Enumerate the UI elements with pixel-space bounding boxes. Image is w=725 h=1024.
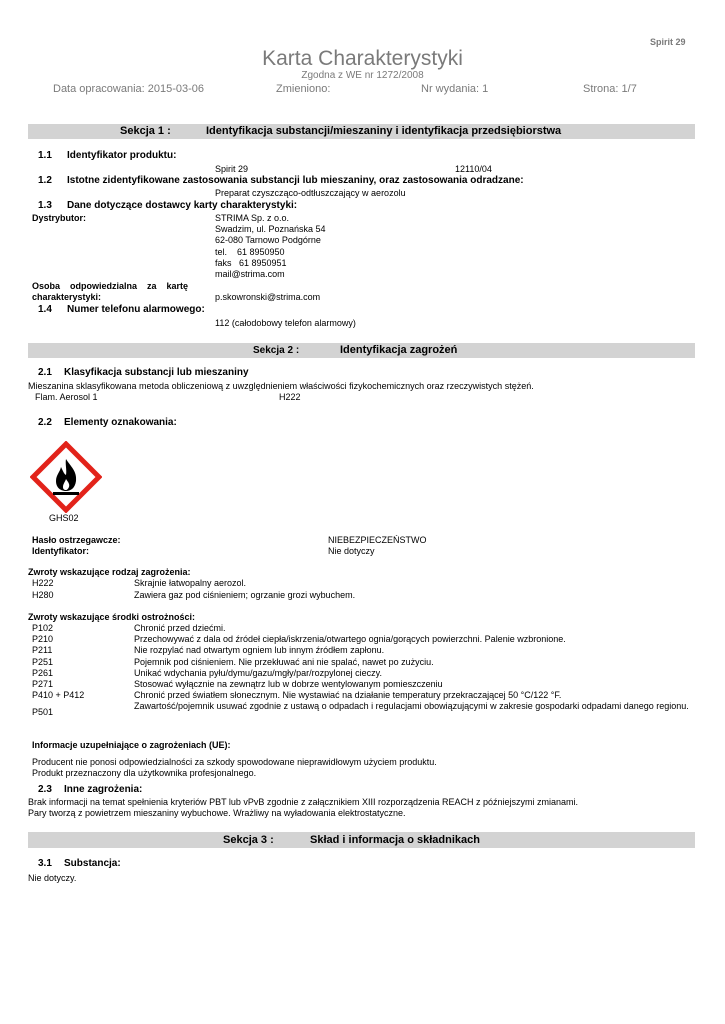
identifier-value: Nie dotyczy bbox=[328, 546, 375, 556]
product-tag: Spirit 29 bbox=[650, 37, 686, 47]
precaution-code: P410 + P412 bbox=[32, 690, 85, 700]
document-subtitle: Zgodna z WE nr 1272/2008 bbox=[301, 70, 424, 81]
precaution-text: Przechowywać z dala od źródeł ciepła/iskrzenia/otwartego ognia/gorących powierzchni. Palenie wzbronione. bbox=[134, 634, 566, 644]
identifier-label: Identyfikator: bbox=[32, 546, 90, 556]
document-title: Karta Charakterystyki bbox=[262, 47, 463, 70]
supplementary-info-line: Producent nie ponosi odpowiedzialności za szkody spowodowane nieprawidłowym użyciem produktu. bbox=[32, 757, 437, 767]
changed-label: Zmieniono: bbox=[276, 83, 331, 95]
distributor-email[interactable]: mail@strima.com bbox=[215, 269, 285, 279]
distributor-phone: tel. 61 8950950 bbox=[215, 247, 285, 257]
precaution-code: P251 bbox=[32, 657, 54, 667]
precaution-text: Nie rozpylać nad otwartym ogniem lub innym źródłem zapłonu. bbox=[134, 645, 385, 655]
precaution-text: Pojemnik pod ciśnieniem. Nie przekłuwać ani nie spalać, nawet po zużyciu. bbox=[134, 657, 434, 667]
hazard-statements-title: Zwroty wskazujące rodzaj zagrożenia: bbox=[28, 567, 191, 577]
subsection-2-2-number: 2.2 bbox=[38, 417, 52, 428]
precaution-text: Chronić przed dziećmi. bbox=[134, 623, 226, 633]
edition-number: Nr wydania: 1 bbox=[421, 83, 489, 95]
emergency-number: 112 (całodobowy telefon alarmowy) bbox=[215, 318, 356, 328]
section-1-title: Identyfikacja substancji/mieszaniny i identyfikacja przedsiębiorstwa bbox=[206, 125, 562, 137]
subsection-1-2-number: 1.2 bbox=[38, 175, 52, 186]
precaution-code: P211 bbox=[32, 645, 53, 655]
subsection-1-4-number: 1.4 bbox=[38, 304, 52, 315]
other-hazards-line: Brak informacji na temat spełnienia kryteriów PBT lub vPvB zgodnie z załącznikiem XIII rozporządzenia REACH z późniejszymi zmianami. bbox=[28, 797, 579, 807]
responsible-person-label-cont: charakterystyki: bbox=[32, 292, 102, 302]
classification-name: Flam. Aerosol 1 bbox=[35, 392, 98, 402]
distributor-line: STRIMA Sp. z o.o. bbox=[215, 213, 290, 223]
hazard-code: H280 bbox=[32, 590, 54, 600]
distributor-label: Dystrybutor: bbox=[32, 213, 87, 223]
precaution-code: P210 bbox=[32, 634, 54, 644]
signal-word-value: NIEBEZPIECZEŃSTWO bbox=[328, 535, 427, 545]
subsection-2-3-number: 2.3 bbox=[38, 784, 52, 795]
section-2-title: Identyfikacja zagrożeń bbox=[340, 344, 458, 356]
hazard-code: H222 bbox=[32, 578, 54, 588]
classification-code: H222 bbox=[279, 392, 301, 402]
product-use: Preparat czyszcząco-odtłuszczający w aerozolu bbox=[215, 188, 406, 198]
responsible-person-label: Osoba odpowiedzialna za kartę bbox=[32, 281, 189, 291]
subsection-2-2-title: Elementy oznakowania: bbox=[64, 417, 177, 428]
signal-word-label: Hasło ostrzegawcze: bbox=[32, 535, 121, 545]
supplementary-info-line: Produkt przeznaczony dla użytkownika profesjonalnego. bbox=[32, 768, 257, 778]
precaution-text: Stosować wyłącznie na zewnątrz lub w dobrze wentylowanym pomieszczeniu bbox=[134, 679, 443, 689]
subsection-1-3-number: 1.3 bbox=[38, 200, 52, 211]
precaution-text: Unikać wdychania pyłu/dymu/gazu/mgły/par/rozpylonej cieczy. bbox=[134, 668, 382, 678]
responsible-person-email[interactable]: p.skowronski@strima.com bbox=[215, 292, 321, 302]
section-2-label: Sekcja 2 : bbox=[253, 345, 300, 356]
pictogram-label: GHS02 bbox=[49, 513, 79, 523]
precaution-code: P271 bbox=[32, 679, 54, 689]
hazard-text: Skrajnie łatwopalny aerozol. bbox=[134, 578, 247, 588]
subsection-3-1-number: 3.1 bbox=[38, 858, 52, 869]
page-number: Strona: 1/7 bbox=[583, 83, 637, 95]
classification-text: Mieszanina sklasyfikowana metoda obliczeniową z uwzględnieniem właściwości fizykochemicznych oraz rzeczywistych stężeń. bbox=[28, 381, 534, 391]
other-hazards-line: Pary tworzą z powietrzem mieszaniny wybuchowe. Wrażliwy na wyładowania elektrostatyczne. bbox=[28, 808, 406, 818]
precaution-text: Chronić przed światłem słonecznym. Nie wystawiać na działanie temperatury przekraczającej 50 °C/122 °F. bbox=[134, 690, 562, 700]
distributor-fax: faks 61 8950951 bbox=[215, 258, 287, 268]
distributor-line: Swadzim, ul. Poznańska 54 bbox=[215, 224, 326, 234]
subsection-1-1-number: 1.1 bbox=[38, 150, 52, 161]
section-1-label: Sekcja 1 : bbox=[120, 125, 171, 137]
subsection-1-3-title: Dane dotyczące dostawcy karty charakterystyki: bbox=[67, 200, 298, 211]
section-3-title: Skład i informacja o składnikach bbox=[310, 834, 480, 846]
subsection-1-2-title: Istotne zidentyfikowane zastosowania substancji lub mieszaniny, oraz zastosowania odradzane: bbox=[67, 175, 524, 186]
supplementary-info-title: Informacje uzupełniające o zagrożeniach (UE): bbox=[32, 740, 231, 750]
subsection-3-1-title: Substancja: bbox=[64, 858, 121, 869]
subsection-2-1-number: 2.1 bbox=[38, 367, 52, 378]
distributor-line: 62-080 Tarnowo Podgórne bbox=[215, 235, 321, 245]
precaution-code: P102 bbox=[32, 623, 54, 633]
subsection-2-1-title: Klasyfikacja substancji lub mieszaniny bbox=[64, 367, 249, 378]
precautionary-statements-title: Zwroty wskazujące środki ostrożności: bbox=[28, 612, 196, 622]
section-3-label: Sekcja 3 : bbox=[223, 834, 274, 846]
precaution-text: Zawartość/pojemnik usuwać zgodnie z ustawą o odpadach i regulacjami obowiązującymi w zakresie gospodarki odpadami danego regionu. bbox=[134, 701, 689, 711]
product-name: Spirit 29 bbox=[215, 164, 249, 174]
product-code: 12110/04 bbox=[455, 164, 492, 174]
subsection-2-3-title: Inne zagrożenia: bbox=[64, 784, 143, 795]
substance-text: Nie dotyczy. bbox=[28, 873, 77, 883]
preparation-date: Data opracowania: 2015-03-06 bbox=[53, 83, 205, 95]
precaution-code: P261 bbox=[32, 668, 54, 678]
precaution-code: P501 bbox=[32, 707, 54, 717]
subsection-1-4-title: Numer telefonu alarmowego: bbox=[67, 304, 205, 315]
hazard-text: Zawiera gaz pod ciśnieniem; ogrzanie grozi wybuchem. bbox=[134, 590, 356, 600]
subsection-1-1-title: Identyfikator produktu: bbox=[67, 150, 177, 161]
flame-icon bbox=[30, 441, 102, 513]
